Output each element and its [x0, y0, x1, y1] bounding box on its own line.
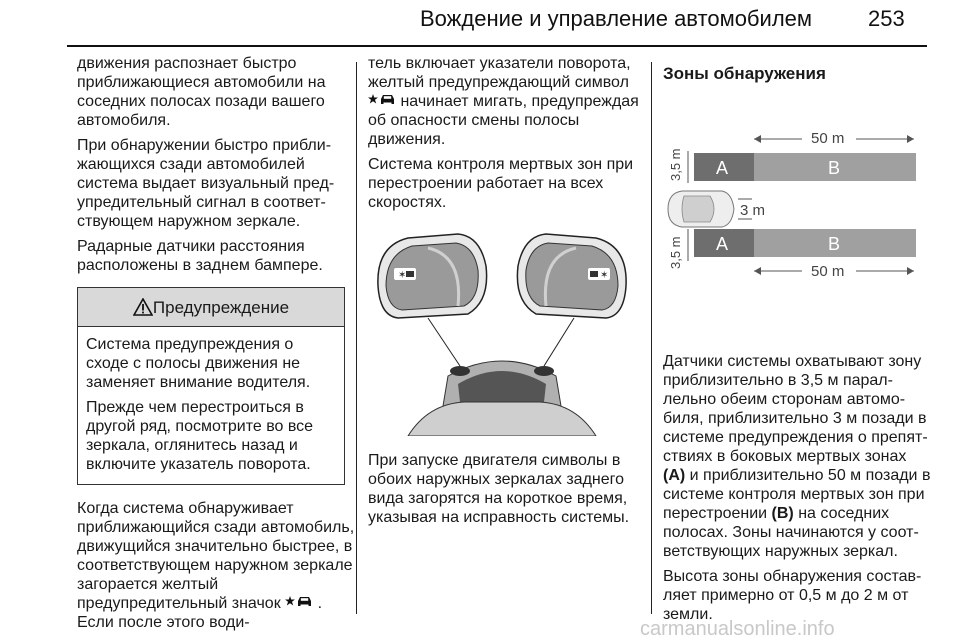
page-number: 253 — [868, 6, 905, 31]
right-mirror — [517, 234, 626, 318]
section-title: Зоны обнаружения — [663, 64, 826, 83]
warning-title: Предупреждение — [152, 297, 290, 317]
dimension-label: 50 m — [811, 263, 845, 280]
paragraph-text: начинает мигать, предупреждая об опасности смены полосы движения. — [368, 93, 639, 148]
paragraph: Система контроля мертвых зон при перестроении работает на всех скоростях. — [368, 156, 634, 211]
paragraph-text: на соседних полосах. Зоны начинаются у соответствующих наружных зеркал. — [663, 505, 919, 560]
side-blind-zone-icon — [285, 595, 313, 608]
paragraph — [77, 499, 355, 632]
paragraph: Радарные датчики расстояния расположены в заднем бампере. — [77, 238, 323, 274]
paragraph-text: Когда система обнаруживает приближающийся сзади автомобиль, движущийся значительно быстрее, в соответствующем наружном зеркале загорается желтый предупредительный значок — [77, 500, 355, 612]
warning-paragraph: Система предупреждения о сходе с полосы движения не заменяет внимание водителя. — [86, 336, 311, 391]
svg-text:✶: ✶ — [600, 270, 609, 281]
header-rule — [67, 45, 927, 47]
dimension-label: 3,5 m — [668, 236, 683, 269]
zone-label: A — [716, 234, 729, 254]
warning-box — [77, 287, 345, 485]
car-rear — [408, 361, 596, 436]
watermark: carmanualsonline.info — [640, 618, 835, 640]
paragraph-text: тель включает указатели поворота, желтый предупреждающий символ — [368, 55, 631, 91]
warning-triangle-icon — [133, 298, 153, 316]
dimension-label: 3 m — [740, 202, 766, 219]
warning-header — [78, 288, 344, 327]
paragraph — [368, 54, 640, 149]
paragraph: При обнаружении быстро приближающихся сзади автомобилей система выдает визуальный предупредительный сигнал в соответствующем наружном зеркале. — [77, 137, 335, 230]
zone-label: B — [828, 234, 841, 254]
paragraph: Высота зоны обнаружения составляет примерно от 0,5 м до 2 м от земли. — [663, 568, 922, 623]
dimension-label: 50 m — [811, 130, 845, 147]
detection-zones-diagram — [663, 103, 931, 283]
left-mirror — [378, 234, 487, 318]
paragraph: движения распознает быстро приближающиеся автомобили на соседних полосах позади вашего автомобиля. — [77, 55, 326, 129]
warning-paragraph: Прежде чем перестроиться в другой ряд, посмотрите во все зеркала, оглянитесь назад и включите указатель поворота. — [86, 399, 314, 473]
svg-text:✶: ✶ — [398, 270, 407, 281]
warning-body — [78, 327, 344, 484]
column-1 — [77, 54, 355, 638]
dimension-label: 3,5 m — [668, 148, 683, 181]
column-2 — [368, 54, 640, 533]
zone-label: A — [716, 158, 729, 178]
column-divider-1 — [356, 62, 357, 614]
zone-reference: (B) — [771, 505, 794, 522]
car-top-view — [668, 191, 734, 227]
callout-line — [544, 318, 574, 366]
page-header-title: Вождение и управление автомобилем — [420, 6, 813, 31]
zone-reference: (A) — [663, 467, 686, 484]
paragraph-text: и приблизительно 50 м позади в системе контроля мертвых зон при перестроении — [663, 467, 931, 522]
paragraph-text: . Если после этого води- — [77, 595, 323, 631]
paragraph: При запуске двигателя символы в обоих наружных зеркалах заднего вида загорятся на короткое время, указывая на исправность системы. — [368, 452, 630, 526]
paragraph-text: Датчики системы охватывают зону приблизительно в 3,5 м параллельно обеим сторонам автомобиля, приблизительно 3 м позади в системе предупреждения о препятствиях в боковых мертвых зонах — [663, 353, 928, 465]
column-divider-2 — [651, 62, 652, 614]
column-3 — [663, 54, 933, 630]
paragraph — [663, 352, 933, 561]
zone-label: B — [828, 158, 841, 178]
side-blind-zone-icon — [368, 93, 396, 106]
callout-line — [428, 318, 460, 366]
mirror-indicator-illustration — [368, 226, 636, 436]
